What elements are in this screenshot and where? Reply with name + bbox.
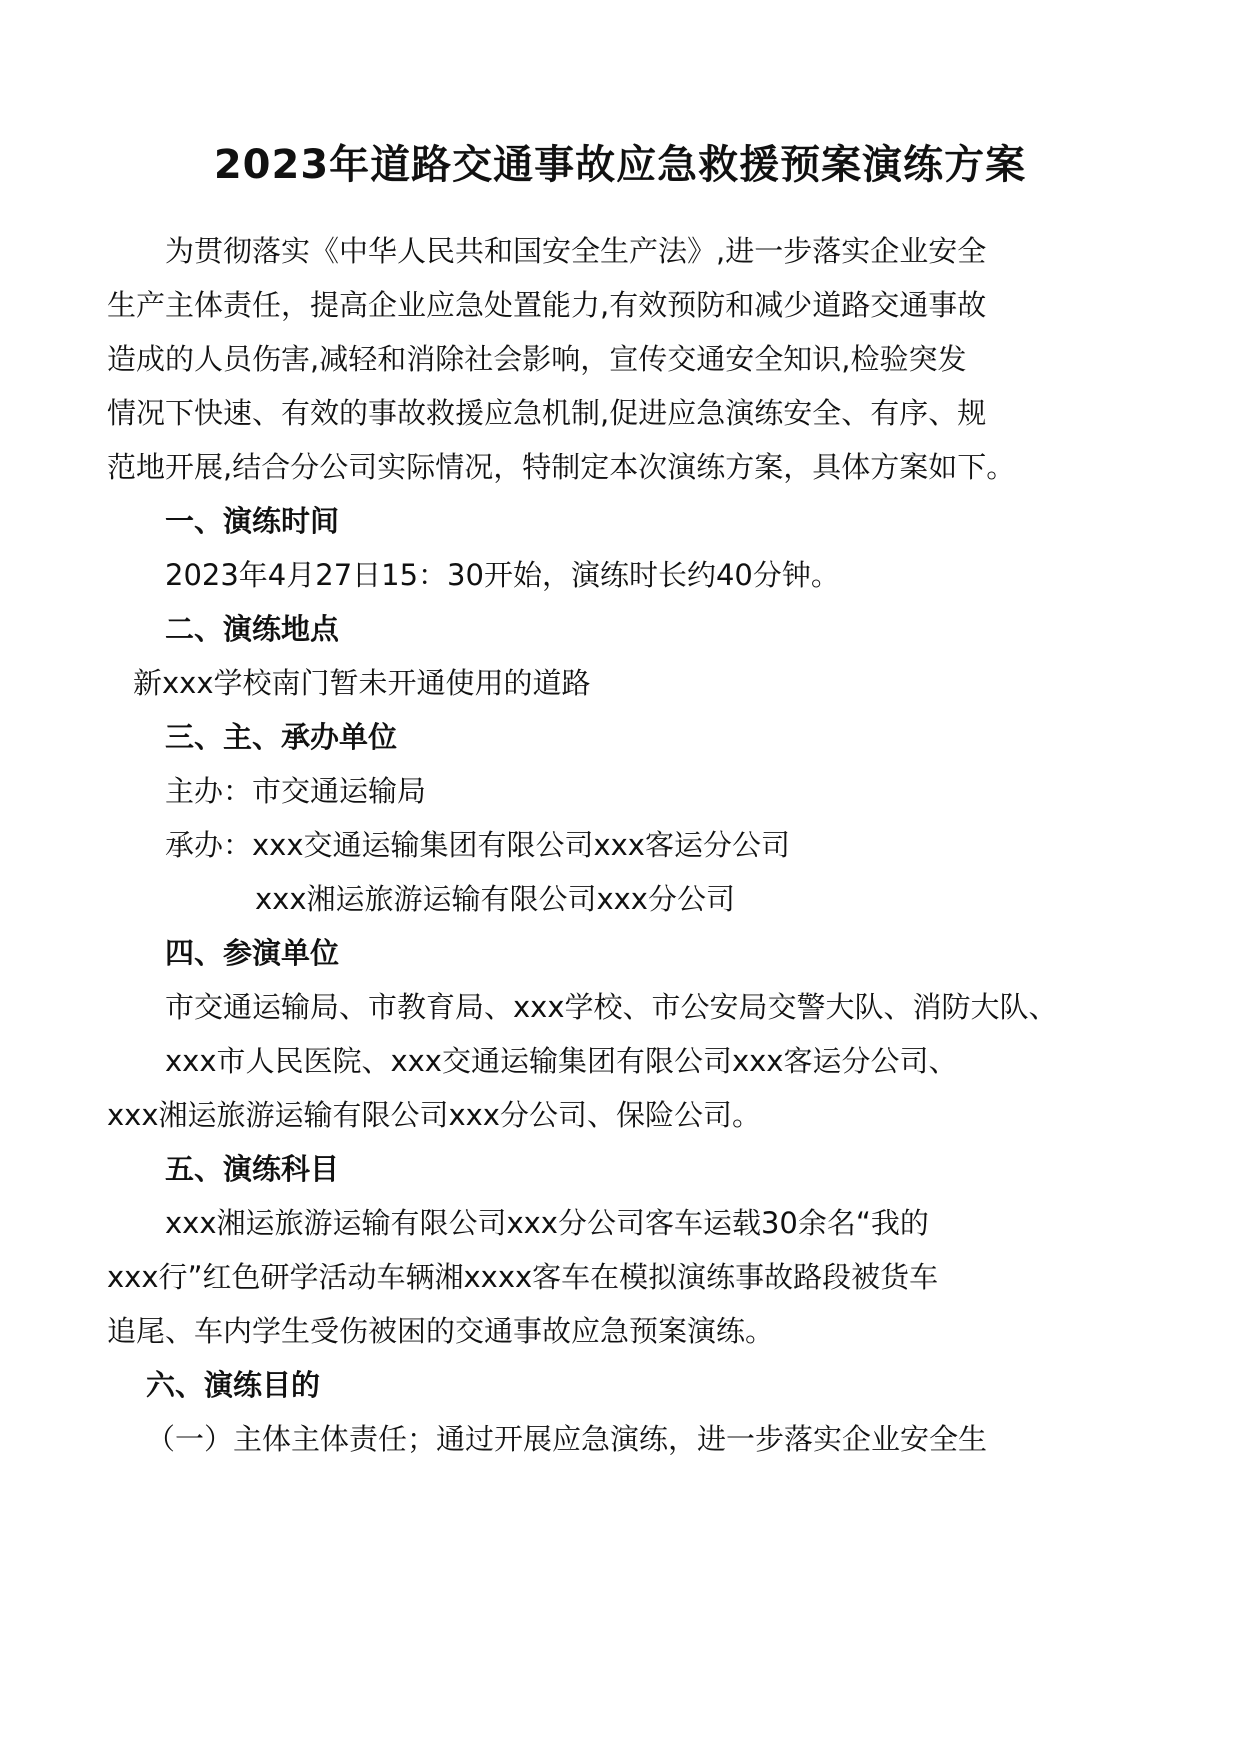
section-text-time: 2023年4月27日15：30开始，演练时长约40分钟。 xyxy=(165,558,840,592)
subject-line-1: xxx湘运旅游运输有限公司xxx分公司客车运载30余名“我的 xyxy=(165,1206,929,1240)
intro-line-2: 生产主体责任，提高企业应急处置能力,有效预防和减少道路交通事故 xyxy=(107,288,987,322)
section-heading-participants: 四、参演单位 xyxy=(165,936,340,970)
intro-line-1: 为贯彻落实《中华人民共和国安全生产法》,进一步落实企业安全 xyxy=(165,234,987,268)
organizer-line-1: 承办：xxx交通运输集团有限公司xxx客运分公司 xyxy=(165,828,790,862)
host-unit-line: 主办：市交通运输局 xyxy=(165,774,427,808)
section-heading-subject: 五、演练科目 xyxy=(165,1152,340,1186)
section-heading-purpose: 六、演练目的 xyxy=(146,1368,321,1402)
participants-line-3: xxx湘运旅游运输有限公司xxx分公司、保险公司。 xyxy=(107,1098,761,1132)
organizer-line-2: xxx湘运旅游运输有限公司xxx分公司 xyxy=(255,882,735,916)
intro-line-4: 情况下快速、有效的事故救援应急机制,促进应急演练安全、有序、规 xyxy=(107,396,987,430)
subject-line-2: xxx行”红色研学活动车辆湘xxxx客车在模拟演练事故路段被货车 xyxy=(107,1260,939,1294)
subject-line-3: 追尾、车内学生受伤被困的交通事故应急预案演练。 xyxy=(107,1314,775,1348)
section-heading-location: 二、演练地点 xyxy=(165,612,340,646)
section-text-location: 新xxx学校南门暂未开通使用的道路 xyxy=(133,666,591,700)
participants-line-1: 市交通运输局、市教育局、xxx学校、市公安局交警大队、消防大队、 xyxy=(165,990,1058,1024)
section-heading-hosts: 三、主、承办单位 xyxy=(165,720,398,754)
participants-line-2: xxx市人民医院、xxx交通运输集团有限公司xxx客运分公司、 xyxy=(165,1044,958,1078)
intro-line-3: 造成的人员伤害,减轻和消除社会影响，宣传交通安全知识,检验突发 xyxy=(107,342,967,376)
intro-line-5: 范地开展,结合分公司实际情况，特制定本次演练方案，具体方案如下。 xyxy=(107,450,1016,484)
section-heading-time: 一、演练时间 xyxy=(165,504,340,538)
document-title: 2023年道路交通事故应急救援预案演练方案 xyxy=(213,142,1027,188)
purpose-line-1: （一）主体主体责任；通过开展应急演练，进一步落实企业安全生 xyxy=(146,1422,988,1456)
